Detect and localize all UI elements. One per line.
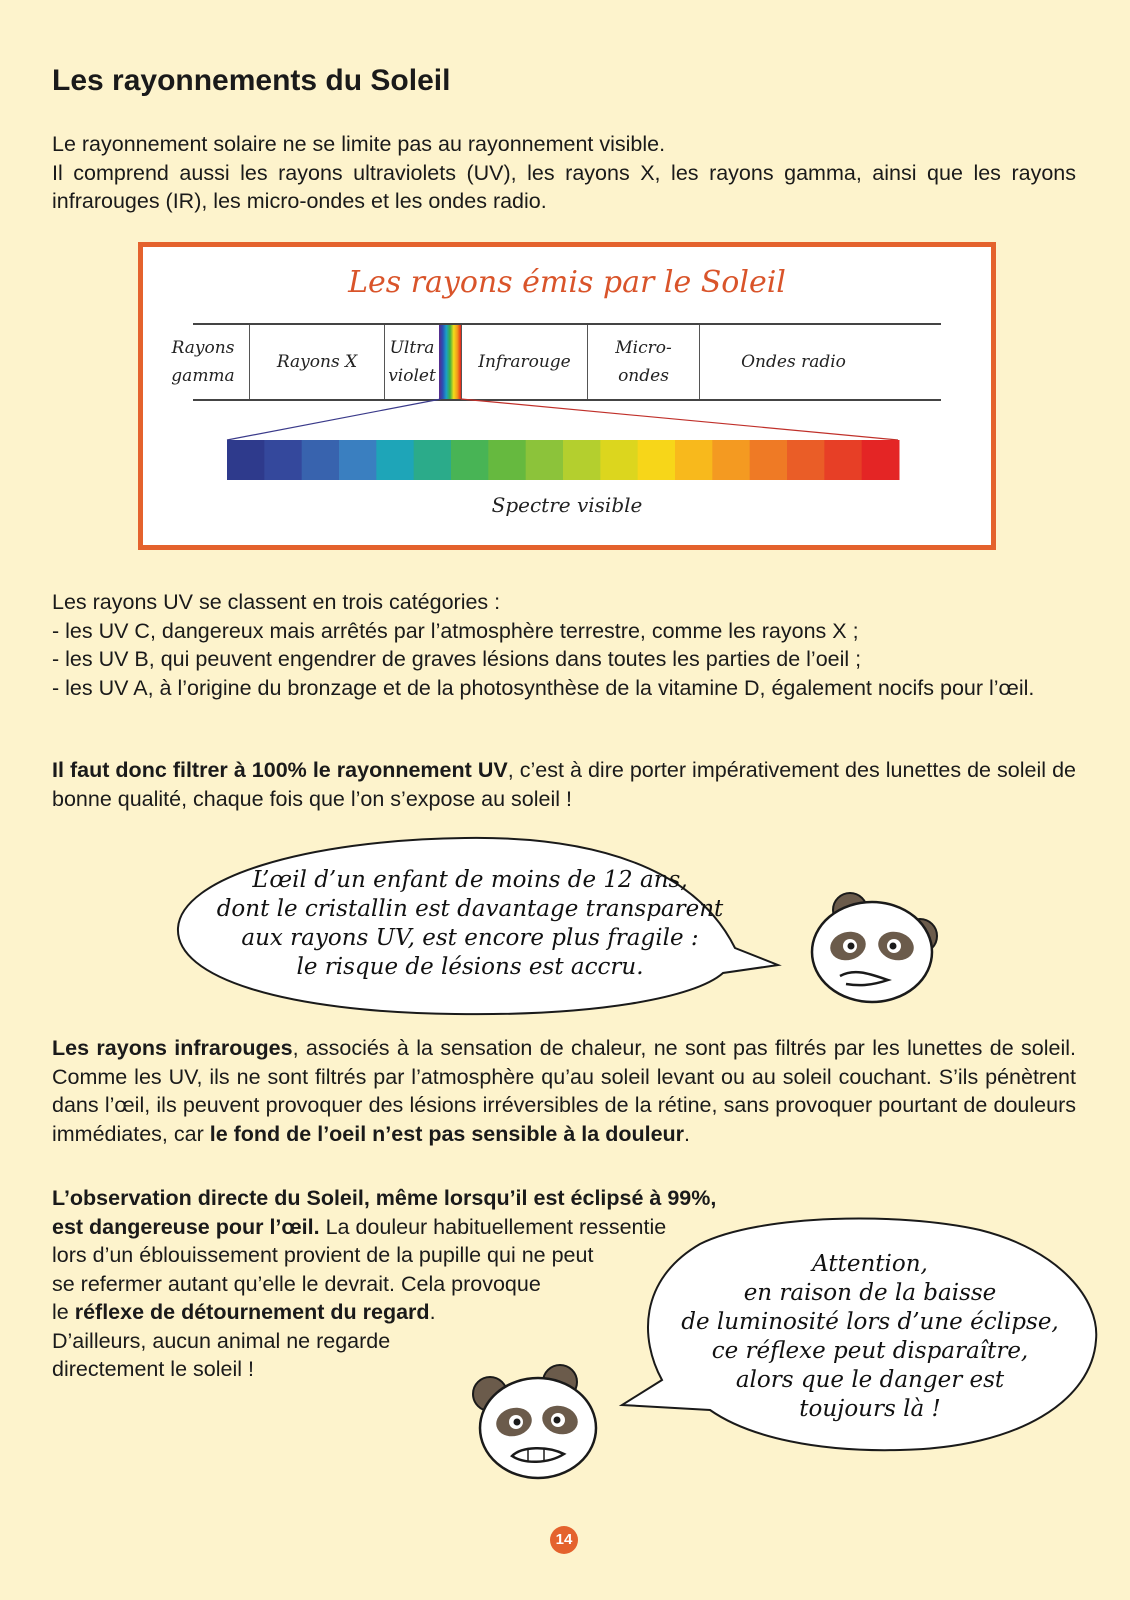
intro-line-2: Il comprend aussi les rayons ultraviolets (UV), les rayons X, les rayons gamma, ainsi que les rayons infrarouges (IR), les micro-ondes et les ondes radio.: [52, 160, 1076, 213]
spectrum-segment: [675, 440, 713, 480]
band-x-label: Rayons X: [276, 352, 358, 372]
spectrum-segment: [302, 440, 340, 480]
observation-line-6: D’ailleurs, aucun animal ne regarde: [52, 1328, 391, 1353]
band-gamma-label-2: gamma: [171, 366, 235, 386]
bubble-2-line-5: alors que le danger est: [735, 1367, 1005, 1393]
visible-spectrum-bar: [227, 440, 900, 480]
bubble-1-line-1: L’œil d’un enfant de moins de 12 ans,: [252, 867, 688, 893]
observation-line-5-bold: réflexe de détournement du regard: [74, 1300, 430, 1324]
speech-bubble-2-text: [670, 1250, 1070, 1424]
panda-icon: [800, 888, 945, 1008]
spectrum-segment: [451, 440, 489, 480]
observation-line-5-pre: le: [52, 1300, 75, 1324]
uv-item-a: - les UV A, à l’origine du bronzage et de la photosynthèse de la vitamine D, également nocifs pour l’œil.: [52, 675, 1035, 700]
bubble-2-line-3: de luminosité lors d’une éclipse,: [681, 1309, 1059, 1335]
observation-line-3: lors d’un éblouissement provient de la pupille qui ne peut: [52, 1243, 594, 1267]
infrared-paragraph: [52, 1034, 1076, 1148]
band-micro-label-1: Micro-: [615, 338, 672, 358]
band-uv-label-1: Ultra: [389, 338, 435, 358]
infrared-text-1: , associés à la sensation de chaleur, ne sont pas filtrés par les lunettes de soleil. Comme les UV, ils ne sont filtrés par l’atmosphère qu’au soleil levant ou au soleil couchant. S’ils pénètrent dans l’œil, ils peuvent provoquer des lésions irréversibles de la rétine, sans provoquer pourtant de douleurs immédiates, car: [52, 1036, 1076, 1146]
uv-item-b: - les UV B, qui peuvent engendrer de graves lésions dans toutes les parties de l’oeil ;: [52, 647, 862, 671]
band-radio-label: Ondes radio: [741, 352, 846, 372]
uv-categories-paragraph: [52, 588, 1076, 702]
zoom-line-right: [461, 399, 898, 440]
panda-worried-icon: [468, 1364, 608, 1484]
infrared-bold-1: Les rayons infrarouges: [52, 1036, 293, 1060]
uv-filter-text: , c’est à dire porter impérativement des lunettes de soleil de bonne qualité, chaque fois que l’on s’expose au soleil !: [52, 758, 1076, 811]
band-micro-label-2: ondes: [618, 366, 669, 386]
spectrum-segment: [862, 440, 900, 480]
figure-caption: Spectre visible: [491, 493, 643, 517]
spectrum-segment: [787, 440, 825, 480]
spectrum-segment: [526, 440, 564, 480]
page-number-badge: 14: [550, 1526, 578, 1554]
observation-bold-2: est dangereuse pour l’œil.: [52, 1214, 320, 1239]
infrared-bold-2: le fond de l’oeil n’est pas sensible à la douleur: [209, 1121, 685, 1146]
spectrum-segment: [563, 440, 601, 480]
spectrum-segment: [339, 440, 377, 480]
speech-bubble-1-text: [210, 866, 730, 982]
spectrum-segment: [264, 440, 302, 480]
bubble-1-line-3: aux rayons UV, est encore plus fragile :: [241, 925, 699, 951]
band-uv-label-2: violet: [388, 366, 436, 386]
spectrum-segment: [488, 440, 526, 480]
observation-line-7: directement le soleil !: [52, 1357, 254, 1381]
spectrum-segment: [638, 440, 676, 480]
observation-text-1: La douleur habituellement ressentie: [319, 1214, 667, 1239]
bubble-1-line-2: dont le cristallin est davantage transparent: [216, 896, 724, 922]
observation-line-4: se refermer autant qu’elle le devrait. Cela provoque: [52, 1271, 541, 1296]
uv-item-c: - les UV C, dangereux mais arrêtés par l’atmosphère terrestre, comme les rayons X ;: [52, 618, 859, 643]
figure-title: Les rayons émis par le Soleil: [348, 265, 786, 300]
observation-bold-1: L’observation directe du Soleil, même lorsqu’il est éclipsé à 99%,: [52, 1186, 717, 1210]
uv-intro: Les rayons UV se classent en trois catégories :: [52, 590, 501, 614]
spectrum-segment: [227, 440, 265, 480]
spectrum-segment: [414, 440, 452, 480]
spectrum-segment: [600, 440, 638, 480]
bubble-2-line-4: ce réflexe peut disparaître,: [711, 1338, 1029, 1364]
spectrum-segment: [750, 440, 788, 480]
spectrum-segment: [824, 440, 862, 480]
infrared-text-2: .: [684, 1121, 691, 1146]
page-title: Les rayonnements du Soleil: [52, 64, 451, 97]
uv-filter-paragraph: [52, 756, 1076, 813]
band-ir-label: Infrarouge: [478, 352, 571, 372]
intro-paragraph: [52, 130, 1076, 216]
spectrum-segment: [712, 440, 750, 480]
uv-filter-bold: Il faut donc filtrer à 100% le rayonnement UV: [52, 758, 508, 782]
bubble-2-line-2: en raison de la baisse: [743, 1280, 997, 1306]
spectrum-figure: [138, 242, 996, 550]
intro-line-1: Le rayonnement solaire ne se limite pas au rayonnement visible.: [52, 132, 666, 156]
bubble-2-line-1: Attention,: [812, 1251, 928, 1277]
spectrum-segment: [376, 440, 414, 480]
band-gamma-label-1: Rayons: [171, 338, 235, 358]
observation-line-5-post: .: [429, 1300, 436, 1324]
bubble-2-line-6: toujours là !: [799, 1396, 941, 1422]
bubble-1-line-4: le risque de lésions est accru.: [296, 954, 644, 980]
zoom-line-left: [227, 399, 441, 440]
